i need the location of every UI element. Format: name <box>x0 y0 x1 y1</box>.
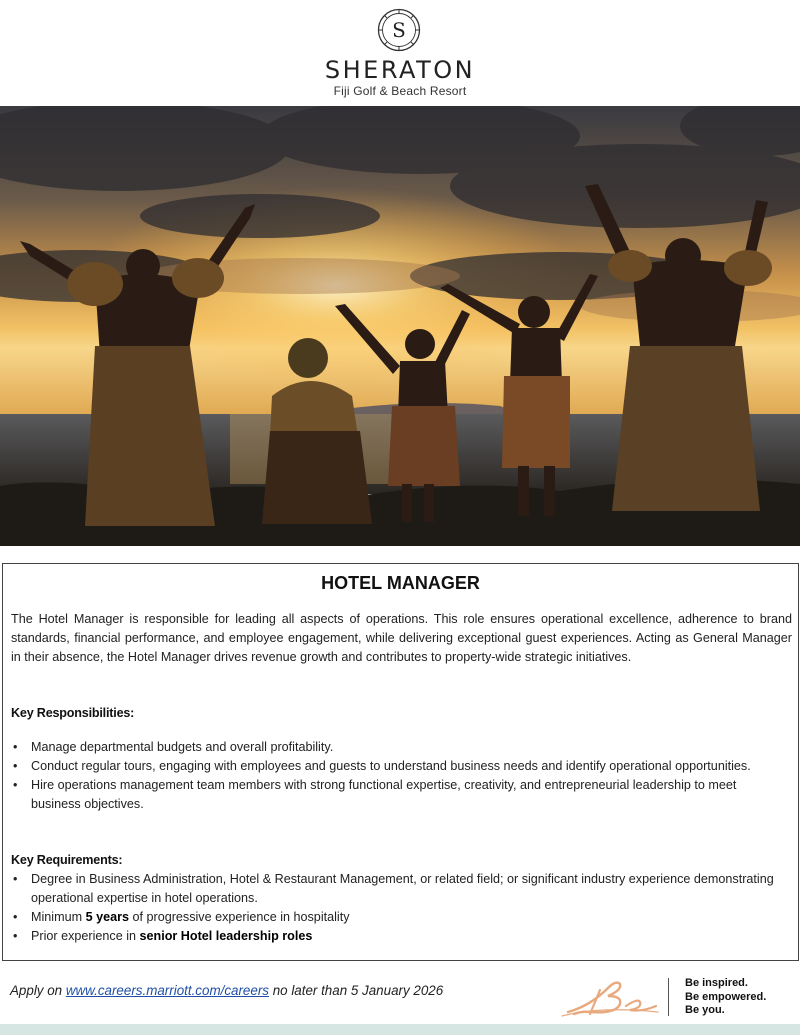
job-title: HOTEL MANAGER <box>321 573 480 593</box>
requirements-heading: Key Requirements: <box>11 853 123 867</box>
bottom-band <box>0 1024 800 1035</box>
hero-image <box>0 106 800 546</box>
list-item: • Degree in Business Administration, Hotel & Restaurant Management, or related field; or significant industry experience demonstrating operational expertise in hotel operations. <box>11 870 781 908</box>
be-script-logo-icon <box>560 976 660 1020</box>
responsibilities-list <box>11 738 781 814</box>
brand-name: SHERATON <box>324 56 476 84</box>
careers-link[interactable]: www.careers.marriott.com/careers <box>65 983 269 998</box>
job-intro: The Hotel Manager is responsible for leading all aspects of operations. This role ensures operational excellence, adherence to brand standards, financial performance, and employee engagement, while delivering exceptional guest experiences. Acting as General Manager in their absence, the Hotel Manager drives revenue growth and contributes to property-wide strategic initiatives. <box>11 612 792 664</box>
brand-subtitle: Fiji Golf & Beach Resort <box>333 84 467 98</box>
list-item: • Manage departmental budgets and overall profitability. <box>11 738 781 757</box>
job-posting-card <box>2 563 799 961</box>
list-item: • Conduct regular tours, engaging with employees and guests to understand business needs and identify operational opportunities. <box>11 757 781 776</box>
list-item: • Prior experience in senior Hotel leadership roles <box>11 927 781 946</box>
requirements-list <box>11 870 781 946</box>
list-item: • Minimum 5 years of progressive experience in hospitality <box>11 908 781 927</box>
sheraton-s-emblem-icon <box>377 8 421 52</box>
header <box>0 0 800 106</box>
apply-instructions: Apply on www.careers.marriott.com/careers no later than 5 January 2026 <box>10 983 444 998</box>
svg-text:S: S <box>392 18 406 42</box>
list-item: • Hire operations management team members with strong functional expertise, creativity, and entrepreneurial leadership to meet business objectives. <box>11 776 781 814</box>
footer <box>0 968 800 1024</box>
footer-divider <box>668 978 669 1016</box>
sunset-fiji-dancers-photo <box>0 106 800 546</box>
responsibilities-heading: Key Responsibilities: <box>11 706 135 720</box>
be-tagline: Be inspired. Be empowered. Be you. <box>685 977 767 1016</box>
